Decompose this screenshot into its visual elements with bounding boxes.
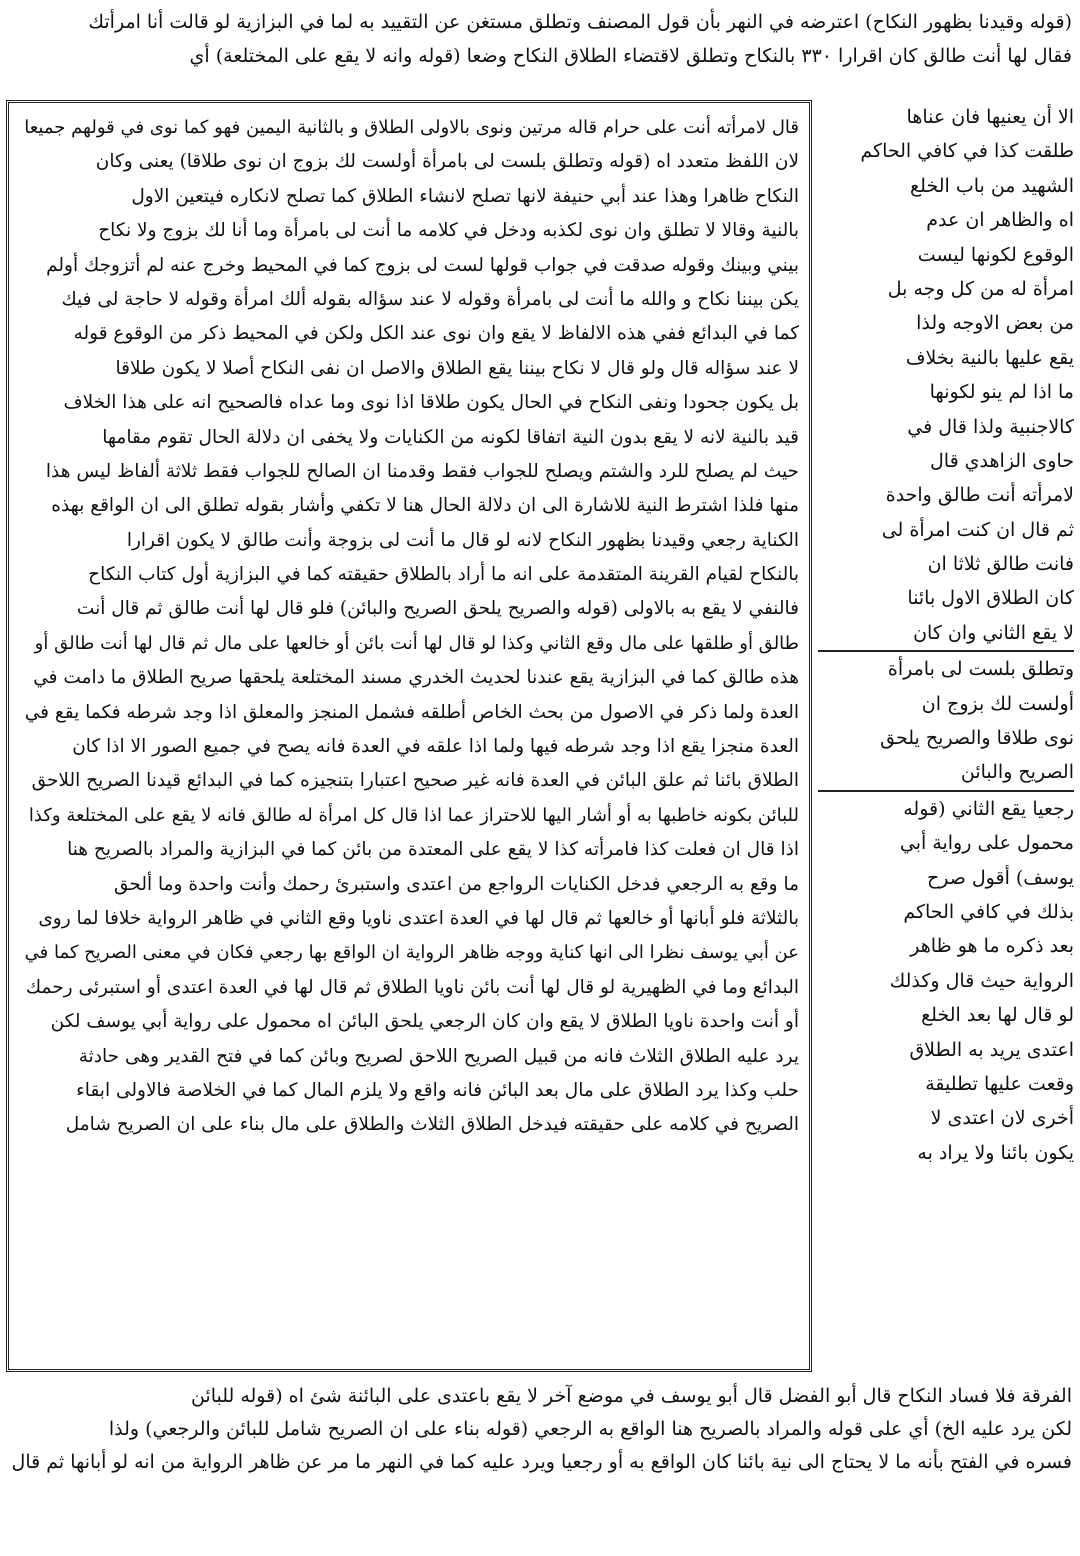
side-text-line: بعد ذكره ما هو ظاهر	[910, 935, 1074, 958]
side-text-line: بذلك في كافي الحاكم	[903, 900, 1074, 923]
side-text-line: كان الطلاق الاول بائنا	[907, 587, 1074, 610]
side-text-line: الشهيد من باب الخلع	[910, 174, 1074, 197]
side-text-line: أولست لك بزوج ان	[921, 692, 1074, 715]
side-text-line: اه والظاهر ان عدم	[926, 209, 1074, 232]
side-text-line: امرأة له من كل وجه بل	[887, 277, 1074, 300]
main-text-column	[17, 111, 799, 1361]
side-text-line: يوسف) أقول صرح	[926, 866, 1074, 889]
main-text-line: العدة منجزا يقع اذا وجد شرطه فيها ولما اذا علقه في العدة فانه يصح في جميع الصور الا اذا كان	[72, 736, 799, 758]
side-text-line: نوى طلاقا والصريح يلحق	[880, 727, 1074, 750]
main-text-line: الطلاق بائنا ثم علق البائن في العدة فانه غير صحيح اعتبارا بتنجيزه كما في البدائع قيدنا الصريح اللاحق	[31, 770, 799, 792]
side-text-line: وتطلق بلست لى بامرأة	[887, 658, 1074, 681]
main-text-line: فالنفي لا يقع به بالاولى (قوله والصريح يلحق الصريح والبائن) فلو قال لها أنت طالق ثم قال أنت	[76, 598, 799, 620]
main-text-line: العدة ولما ذكر في الاصول من بحث الخاص أطلقه فشمل المنجز والمعلق اذا وجد شرطه فكما يقع في	[24, 701, 799, 723]
main-text-line: لا عند سؤاله قال ولو قال لا نكاح بيننا يقع الطلاق والاصل ان نفى النكاح أصلا لا يكون طلاقا	[115, 357, 799, 379]
main-text-line: ما وقع به الرجعي فدخل الكنايات الرواجع من اعتدى واستبرئ رحمك وأنت واحدة وما ألحق	[113, 873, 799, 895]
main-text-box	[6, 100, 812, 1372]
side-commentary-column	[818, 100, 1074, 1372]
side-text-line: طلقت كذا في كافي الحاكم	[860, 140, 1074, 163]
main-text-line: بالنية وقالا لا تطلق وان نوى لكذبه ودخل في كلامه ما أنت لى بامرأة وما أنا لك بزوج ولا نكاح	[98, 220, 799, 242]
side-text-line: ما اذا لم ينو لكونها	[929, 381, 1074, 404]
main-text-line: اذا قال ان فعلت كذا فامرأته كذا لا يقع على المعتدة من بائن كما في البزازية والمراد بالصريح هنا	[67, 839, 799, 861]
main-text-line: منها فلذا اشترط النية للاشارة الى ان دلالة الحال هنا لا تكفي وأشار بقوله تطلق الى ان الواقع بهذه	[51, 495, 799, 517]
side-text-line: لامرأته أنت طالق واحدة	[885, 484, 1074, 507]
main-text-line: حيث لم يصلح للرد والشتم ويصلح للجواب فقط وقدمنا ان الصالح للجواب فقط ثلاثة ألفاظ ليس هذا	[45, 460, 799, 482]
main-text-line: طالق أو طلقها على مال وقع الثاني وكذا لو قال لها أنت بائن أو خالعها على مال ثم قال لها أنت طالق أو	[34, 632, 799, 654]
side-text-line: ثم قال ان كنت امرأة لى	[881, 518, 1074, 541]
main-text-line: يرد عليه الطلاق الثلاث فانه من قبيل الصريح اللاحق لصريح وبائن كما في فتح القدير وهى حادثة	[78, 1045, 799, 1067]
side-text-line: وقعت عليها تطليقة	[925, 1072, 1074, 1095]
side-text-line: من بعض الاوجه ولذا	[916, 312, 1074, 335]
main-text-line: بيني وبينك وقوله صدقت في جواب قولها لست لى بزوج كما في المحيط وخرج عنه لم أتزوجك أولم	[46, 254, 799, 276]
side-text-line: الصريح والبائن	[818, 755, 1074, 791]
side-text-line: لا يقع الثاني وان كان	[818, 616, 1074, 652]
main-text-line: كما في البدائع ففي هذه الالفاظ لا يقع وان نوى عند الكل ولكن في المحيط ذكر من الوقوع قوله	[73, 323, 799, 345]
main-text-line: بالنكاح لقيام القرينة المتقدمة على انه ما أراد بالطلاق حقيقته كما في البزازية أول كتاب النكاح	[88, 564, 799, 586]
side-text-line: حاوى الزاهدي قال	[929, 449, 1074, 472]
main-text-line: قيد بالنية لانه لا يقع بدون النية اتفاقا لكونه من الكنايات ولا يخفى ان دلالة الحال تقوم مقامها	[102, 426, 799, 448]
side-text-line: محمول على رواية أبي	[899, 832, 1074, 855]
main-text-line: للبائن بكونه خاطبها به أو أشار اليها للاحتراز عما اذا قال كل امرأة له طالق فانه لا يقع على المختلعة وكذا	[28, 804, 799, 826]
main-text-line: الصريح في كلامه على حقيقته فيدخل الطلاق الثلاث والطلاق على مال بناء على ان الصريح شامل	[65, 1114, 799, 1136]
main-text-line: يكن بيننا نكاح و والله ما أنت لى بامرأة وقوله لا عند سؤاله بقوله ألك امرأة وقوله لا حاجة لى فيك	[61, 288, 799, 310]
side-text-line: الرواية حيث قال وكذلك	[889, 969, 1074, 992]
side-text-line: اعتدى يريد به الطلاق	[909, 1038, 1074, 1061]
main-text-line: حلب وكذا يرد الطلاق على مال بعد البائن فانه واقع ولا يلزم المال كما في الخلاصة فالاولى ابقاء	[76, 1079, 799, 1101]
main-text-line: بل يكون جحودا ونفى النكاح في الحال يكون طلاقا اذا نوى وما عداه فالصحيح انه على هذا الخلاف	[63, 392, 799, 414]
side-text-line: يقع عليها بالنية بخلاف	[905, 346, 1074, 369]
header-line-1: (قوله وقيدنا بظهور النكاح) اعترضه في النهر بأن قول المصنف وتطلق مستغن عن التقييد به لما في البزازية لو قالت أنا امرأتك	[88, 11, 1072, 33]
header-line-2: فقال لها أنت طالق كان اقرارا ٣٣٠ بالنكاح وتطلق لاقتضاء الطلاق النكاح وضعا (قوله وانه لا يقع على المختلعة) أي	[189, 45, 1072, 67]
main-text-line: قال لامرأته أنت على حرام قاله مرتين ونوى بالاولى الطلاق و بالثانية اليمين فهو كما نوى في قولهم جميعا	[24, 117, 799, 138]
main-text-line: هذه طالق كما في البزازية يقع عندنا لحديث الخدري مسند المختلعة يلحقها صريح الطلاق ما دامت في	[33, 667, 799, 689]
main-text-line: عن أبي يوسف نظرا الى انها كناية ووجه ظاهر الرواية ان الواقع بها رجعي فكان في معنى الصريح كما في	[24, 942, 799, 964]
footer-line-3: فسره في الفتح بأنه ما لا يحتاج الى نية بائنا كان الواقع به أو رجعيا ويرد عليه كما في النهر ما مر عن ظاهر الرواية من انه لو أبانها ثم قال	[11, 1451, 1072, 1473]
side-text-line: الا أن يعنيها فان عناها	[906, 106, 1074, 128]
side-text-line: فانت طالق ثلاثا ان	[927, 553, 1074, 576]
side-text-line: أخرى لان اعتدى لا	[930, 1107, 1074, 1130]
main-text-line: البدائع وما في الظهيرية لو قال لها أنت بائن ناويا الطلاق ثم قال لها في العدة اعتدى أو استبرئى رحمك	[25, 976, 799, 998]
main-text-line: الكناية رجعي وقيدنا بظهور النكاح لانه لو قال ما أنت لى بزوجة وأنت طالق لا يكون اقرارا	[126, 529, 799, 551]
side-text-line: كالاجنبية ولذا قال في	[907, 415, 1074, 438]
main-text-line: بالثلاثة فلو أبانها أو خالعها ثم قال لها في العدة اعتدى ناويا وقع الثاني في ظاهر الرواية خلافا لما روى	[38, 907, 799, 929]
side-text-line: يكون بائنا ولا يراد به	[917, 1141, 1074, 1164]
footer-line-1: الفرقة فلا فساد النكاح قال أبو الفضل قال أبو يوسف في موضع آخر لا يقع باعتدى على البائنة شئ اه (قوله للبائن	[190, 1385, 1072, 1407]
side-text-line: رجعيا يقع الثاني (قوله	[903, 797, 1074, 820]
side-text-line: الوقوع لكونها ليست	[917, 243, 1074, 266]
footer-line-2: لكن يرد عليه الخ) أي على قوله والمراد بالصريح هنا الواقع به الرجعي (قوله بناء على ان الصريح شامل للبائن والرجعي) ولذا	[108, 1418, 1072, 1440]
main-text-line: النكاح ظاهرا وهذا عند أبي حنيفة لانها تصلح لانشاء الطلاق كما تصلح لانكاره فيتعين الاول	[131, 185, 799, 207]
main-text-line: أو أنت واحدة ناويا الطلاق لا يقع وان كان الرجعي يلحق البائن اه محمول على رواية أبي يوسف لكن	[50, 1011, 799, 1033]
side-text-line: لو قال لها بعد الخلع	[921, 1004, 1074, 1027]
main-text-line: لان اللفظ متعدد اه (قوله وتطلق بلست لى بامرأة أولست لك بزوج ان نوى طلاقا) يعنى وكان	[95, 151, 799, 173]
